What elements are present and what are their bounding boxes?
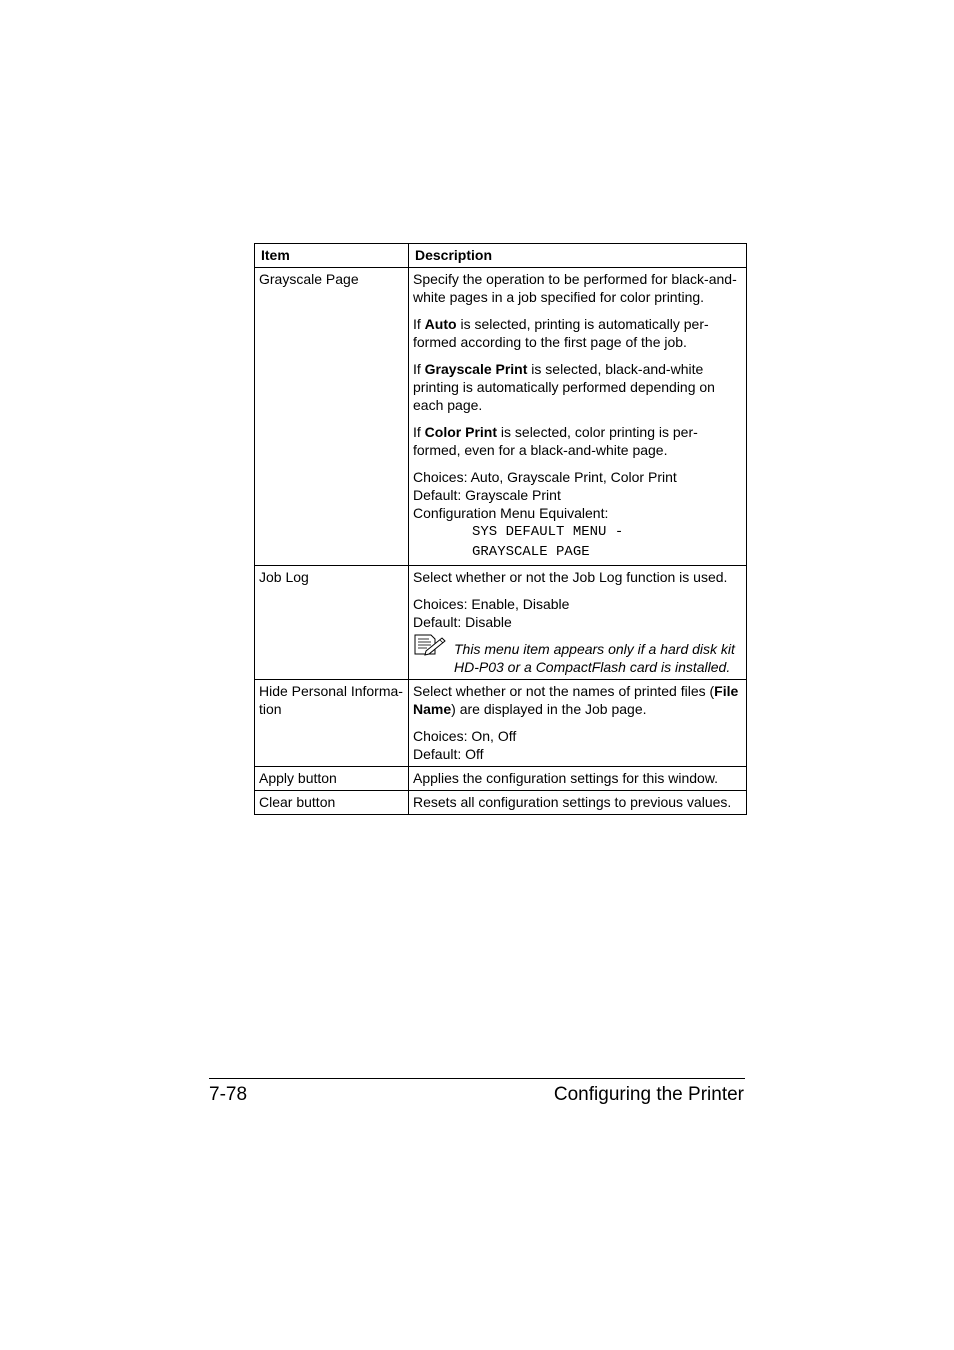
option-name-auto: Auto bbox=[424, 316, 457, 332]
choices-block bbox=[413, 595, 742, 631]
row-item-hide-personal-information: Hide Personal Informa-tion bbox=[255, 680, 409, 767]
option-name-file-name: File Name bbox=[413, 683, 739, 717]
auto-option-text: If Auto is selected, printing is automatically per-formed according to the first page of the job. bbox=[413, 316, 709, 350]
table-row bbox=[255, 268, 747, 566]
default-text: Default: Off bbox=[413, 746, 484, 762]
table-header-row bbox=[255, 244, 747, 268]
row-item-grayscale-page: Grayscale Page bbox=[255, 268, 409, 566]
config-menu-path-line2: GRAYSCALE PAGE bbox=[472, 544, 590, 560]
table-row bbox=[255, 566, 747, 680]
config-menu-label: Configuration Menu Equivalent: bbox=[413, 505, 609, 521]
note-block bbox=[413, 640, 742, 676]
row-description-hide-personal-information bbox=[409, 680, 747, 767]
description-text: Select whether or not the names of printed files (File Name) are displayed in the Job page. bbox=[413, 683, 739, 717]
default-text: Default: Grayscale Print bbox=[413, 487, 561, 503]
table-row bbox=[255, 791, 747, 815]
option-name-grayscale-print: Grayscale Print bbox=[424, 361, 528, 377]
row-item-clear-button: Clear button bbox=[255, 791, 409, 815]
row-item-job-log: Job Log bbox=[255, 566, 409, 680]
row-description-grayscale-page bbox=[409, 268, 747, 566]
column-header-item: Item bbox=[255, 244, 409, 268]
default-text: Default: Disable bbox=[413, 614, 512, 630]
settings-table bbox=[254, 243, 747, 815]
table-row bbox=[255, 767, 747, 791]
color-option-text: If Color Print is selected, color printing is per-formed, even for a black-and-white page. bbox=[413, 424, 698, 458]
row-description-clear-button: Resets all configuration settings to previous values. bbox=[409, 791, 747, 815]
row-description-apply-button: Applies the configuration settings for this window. bbox=[409, 767, 747, 791]
choices-text: Choices: On, Off bbox=[413, 728, 517, 744]
choices-block bbox=[413, 727, 742, 763]
footer-divider bbox=[209, 1078, 745, 1079]
description-text: Specify the operation to be performed for black-and-white pages in a job specified for color printing. bbox=[413, 271, 737, 305]
choices-text: Choices: Auto, Grayscale Print, Color Print bbox=[413, 469, 677, 485]
page-number: 7-78 bbox=[209, 1084, 248, 1105]
description-text: Select whether or not the Job Log function is used. bbox=[413, 569, 728, 585]
chapter-title: Configuring the Printer bbox=[553, 1084, 744, 1105]
choices-block bbox=[413, 468, 742, 562]
choices-text: Choices: Enable, Disable bbox=[413, 596, 570, 612]
grayscale-option-text: If Grayscale Print is selected, black-and-white printing is automatically performed depending on each page. bbox=[413, 361, 715, 413]
column-header-description: Description bbox=[409, 244, 747, 268]
row-item-apply-button: Apply button bbox=[255, 767, 409, 791]
note-text: This menu item appears only if a hard disk kit HD-P03 or a CompactFlash card is installed. bbox=[454, 641, 735, 675]
note-pencil-icon bbox=[414, 634, 446, 656]
row-description-job-log bbox=[409, 566, 747, 680]
table-row bbox=[255, 680, 747, 767]
option-name-color-print: Color Print bbox=[424, 424, 498, 440]
config-menu-path-line1: SYS DEFAULT MENU - bbox=[472, 524, 624, 540]
